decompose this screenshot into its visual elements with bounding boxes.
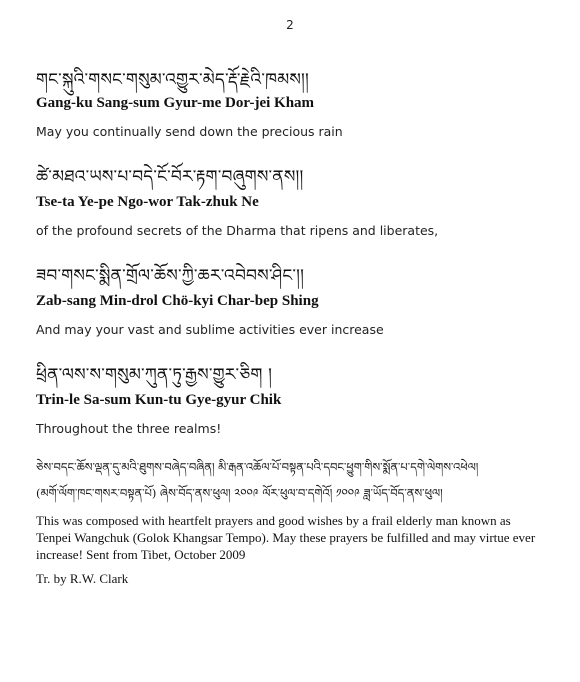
verse-1-transliteration: Gang-ku Sang-sum Gyur-me Dor-jei Kham — [36, 95, 315, 111]
colophon-english: This was composed with heartfelt prayers and good wishes by a frail elderly man known as Tenpei Wangchuk (Golok Khangsar Tempo). May these prayers be fulfilled and may virtue ever increase! Sent from Tibet, October 2009 — [36, 513, 536, 562]
verse-1-tibetan: གང་སྐུའི་གསང་གསུམ་འགྱུར་མེད་རྡོ་རྗེའི་ཁམས།། — [36, 70, 309, 90]
verse-2-transliteration: Tse-ta Ye-pe Ngo-wor Tak-zhuk Ne — [36, 194, 259, 210]
verse-1-english: May you continually send down the precious rain — [36, 124, 343, 139]
verse-4-tibetan: ཕྲིན་ལས་ས་གསུམ་ཀུན་ཏུ་རྒྱས་གྱུར་ཅིག ། — [36, 365, 273, 385]
verse-3-tibetan: ཟབ་གསང་སྨིན་གྲོལ་ཆོས་ཀྱི་ཆར་འབེབས་ཤིང་།། — [36, 266, 305, 286]
verse-2-tibetan: ཚེ་མཐའ་ཡས་པ་བདེ་ངོ་བོར་རྟག་བཞུགས་ནས།། — [36, 167, 304, 187]
verse-4-english: Throughout the three realms! — [36, 421, 222, 436]
translator-credit: Tr. by R.W. Clark — [36, 571, 129, 586]
verse-3-transliteration: Zab-sang Min-drol Chö-kyi Char-bep Shing — [36, 293, 319, 309]
verse-3-english: And may your vast and sublime activities ever increase — [36, 322, 384, 337]
colophon-tibetan-line-2: (མགོ་ལོག་ཁང་གསར་བསྟན་པོ) ཞེས་བོད་ནས་ཕུལ། ༢༠༠༩ ལོར་ཕུལ་བ་དགེའོ། ༡༠༠༩ ཟླ་ཡོད་བོད་ནས་ཕུལ། — [36, 486, 443, 500]
verse-4-transliteration: Trin-le Sa-sum Kun-tu Gye-gyur Chik — [36, 392, 282, 408]
colophon-tibetan-line-1: ཅེས་བདང་ཆོས་ལྡན་དུ་མའི་ཐུགས་བཞེད་བཞིན། མི་རྒན་འཆོལ་པོ་བསྟན་པའི་དབང་ཕྱུག་གིས་སྨོན་པ་དགེ་ལེགས་འཕེལ། — [36, 460, 479, 474]
page-number: 2 — [286, 18, 294, 32]
verse-2-english: of the profound secrets of the Dharma that ripens and liberates, — [36, 223, 439, 238]
